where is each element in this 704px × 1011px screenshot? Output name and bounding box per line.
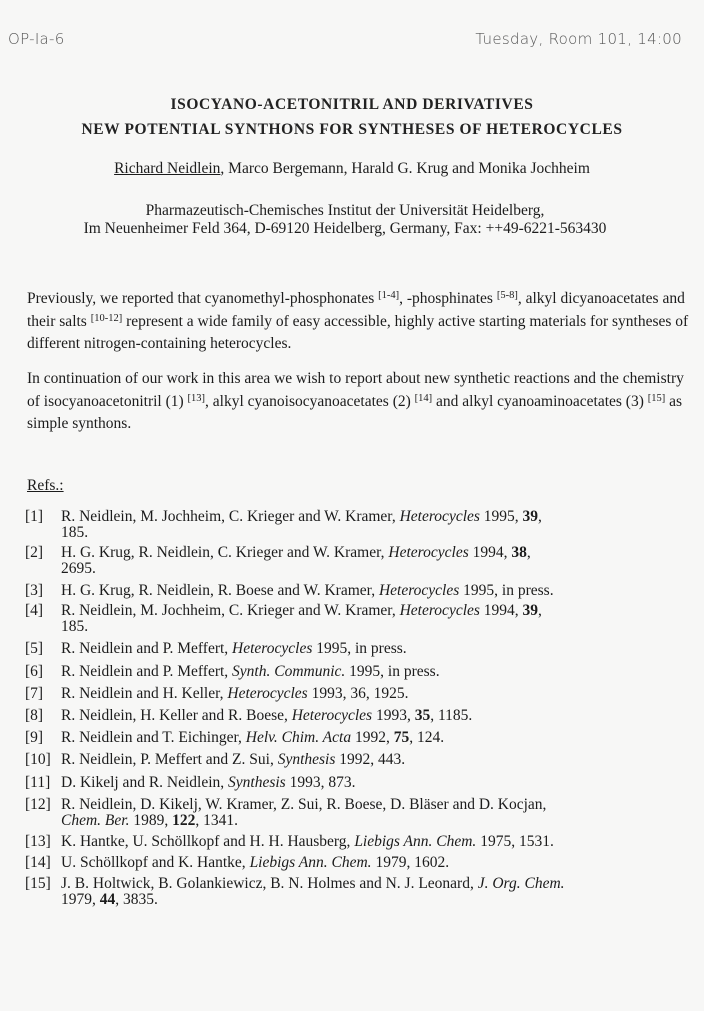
reference-item <box>25 775 690 791</box>
ref-authors: R. Neidlein and H. Keller, <box>61 685 228 702</box>
ref-pages: , 1341. <box>195 812 238 829</box>
ref-pages: , <box>538 508 542 525</box>
ref-year: 1979, 1602. <box>371 854 450 871</box>
reference-item <box>25 641 690 657</box>
ref-pages-cont: 185. <box>61 524 89 541</box>
ref-year: 1989, <box>129 812 173 829</box>
ref-volume: 39 <box>522 508 539 525</box>
ref-journal: Synthesis <box>228 774 286 791</box>
text: , alkyl cyanoisocyanoacetates (2) <box>205 392 415 410</box>
reference-number: [14] <box>25 854 51 871</box>
paper-title-line-1: ISOCYANO-ACETONITRIL AND DERIVATIVES <box>170 96 534 113</box>
reference-number: [2] <box>25 544 44 561</box>
ref-journal: Liebigs Ann. Chem. <box>354 833 477 850</box>
reference-number: [5] <box>25 640 44 657</box>
affiliation-line-1: Pharmazeutisch-Chemisches Institut der Universität Heidelberg, <box>145 202 545 219</box>
ref-year: 1993, <box>307 685 351 702</box>
ref-year: 1995, in press. <box>312 640 407 657</box>
ref-pages-cont: 2695. <box>61 560 96 577</box>
ref-pages-cont: 185. <box>61 618 89 635</box>
affiliation-line-2: Im Neuenheimer Feld 364, D-69120 Heidelberg, Germany, Fax: ++49-6221-563430 <box>83 220 607 237</box>
reference-number: [11] <box>25 774 51 791</box>
reference-item <box>25 545 690 577</box>
ref-journal: Heterocycles <box>378 582 460 599</box>
references-heading: Refs.: <box>27 477 64 494</box>
ref-year: 1995, <box>479 508 523 525</box>
ref-journal: Liebigs Ann. Chem. <box>249 854 372 871</box>
ref-year: 1975, 1531. <box>476 833 554 850</box>
text: represent a wide family of easy accessible, highly active starting materials for syntheses of different nitrogen-containing heterocycles. <box>27 312 689 352</box>
ref-journal: Heterocycles <box>399 602 480 619</box>
ref-journal: Heterocycles <box>388 544 469 561</box>
ref-journal: J. Org. Chem. <box>477 875 565 892</box>
session-schedule: Tuesday, Room 101, 14:00 <box>475 30 682 48</box>
reference-number: [12] <box>25 796 51 813</box>
text: and alkyl cyanoaminoacetates (3) <box>432 392 648 410</box>
ref-authors: R. Neidlein and T. Eichinger, <box>61 729 246 746</box>
reference-item <box>25 686 690 702</box>
ref-volume: 38 <box>511 544 527 561</box>
text: , alkyl dicyanoacetates and their salts <box>27 290 685 330</box>
reference-number: [1] <box>25 508 44 525</box>
ref-journal: Heterocycles <box>291 707 373 724</box>
ref-authors: R. Neidlein, H. Keller and R. Boese, <box>61 707 292 724</box>
ref-year: 1993, <box>372 707 415 724</box>
ref-authors: R. Neidlein, M. Jochheim, C. Krieger and W. Kramer, <box>61 508 400 525</box>
reference-item <box>25 583 690 599</box>
ref-authors: R. Neidlein, P. Meffert and Z. Sui, <box>61 751 278 768</box>
ref-year: 1995, in press. <box>459 582 554 599</box>
ref-authors: K. Hantke, U. Schöllkopf and H. H. Hausberg, <box>61 833 355 850</box>
ref-journal: Heterocycles <box>232 640 313 657</box>
reference-item <box>25 752 690 768</box>
ref-volume: 39 <box>522 602 539 619</box>
ref-journal: Helv. Chim. Acta <box>245 729 352 746</box>
ref-authors: U. Schöllkopf and K. Hantke, <box>61 854 250 871</box>
reference-item <box>25 876 690 908</box>
reference-number: [8] <box>25 707 44 724</box>
reference-item <box>25 708 690 724</box>
ref-authors: H. G. Krug, R. Neidlein, C. Krieger and W. Kramer, <box>61 544 389 561</box>
reference-item <box>25 603 690 635</box>
ref-authors: H. G. Krug, R. Neidlein, R. Boese and W. Kramer, <box>61 582 379 599</box>
citation: [13] <box>187 392 206 404</box>
ref-volume: 75 <box>393 729 410 746</box>
abstract-paragraph-2 <box>27 368 692 436</box>
reference-item <box>25 509 690 541</box>
text: Previously, we reported that cyanomethyl-phosphonates <box>27 290 379 307</box>
ref-volume: 36 <box>350 685 366 702</box>
ref-year: 1993, 873. <box>285 774 356 791</box>
citation: [10-12] <box>90 312 123 324</box>
ref-volume: 44 <box>99 891 116 908</box>
ref-year: 1992, 443. <box>335 751 406 768</box>
co-authors: , Marco Bergemann, Harald G. Krug and Monika Jochheim <box>220 160 590 177</box>
citation: [14] <box>414 392 433 404</box>
reference-number: [3] <box>25 582 44 599</box>
ref-pages: , 1185. <box>430 707 473 724</box>
ref-journal: Heterocycles <box>227 685 308 702</box>
ref-authors: R. Neidlein, D. Kikelj, W. Kramer, Z. Sui, R. Boese, D. Bläser and D. Kocjan, <box>61 796 547 813</box>
ref-year: 1995, in press. <box>345 663 440 680</box>
ref-year: 1994, <box>468 544 512 561</box>
citation: [5-8] <box>496 290 518 301</box>
ref-journal: Synthesis <box>277 751 336 768</box>
ref-year: 1994, <box>479 602 523 619</box>
ref-pages: , <box>538 602 542 619</box>
ref-pages: , 1925. <box>365 685 409 702</box>
ref-volume: 122 <box>172 812 196 829</box>
citation: [1-4] <box>378 290 400 301</box>
citation: [15] <box>647 392 666 404</box>
reference-number: [9] <box>25 729 44 746</box>
ref-journal: Synth. Communic. <box>232 663 346 680</box>
paper-title-line-2: NEW POTENTIAL SYNTHONS FOR SYNTHESES OF HETEROCYCLES <box>81 121 623 138</box>
ref-pages: , 124. <box>409 729 445 746</box>
ref-authors: D. Kikelj and R. Neidlein, <box>61 774 229 791</box>
reference-number: [10] <box>25 751 51 768</box>
reference-item <box>25 730 690 746</box>
reference-number: [7] <box>25 685 44 702</box>
author-list <box>0 160 704 178</box>
reference-number: [15] <box>25 875 51 892</box>
text: In continuation of our work in this area we wish to report about new synthetic reactions and the chemistry of isocyanoacetonitril (1) <box>27 370 684 410</box>
ref-authors: R. Neidlein, M. Jochheim, C. Krieger and W. Kramer, <box>61 602 400 619</box>
reference-item <box>25 834 690 850</box>
reference-number: [13] <box>25 833 51 850</box>
session-code: OP-Ia-6 <box>8 30 65 48</box>
reference-number: [4] <box>25 602 44 619</box>
ref-pages: , 3835. <box>115 891 158 908</box>
text: as simple synthons. <box>27 392 683 432</box>
ref-volume: 35 <box>414 707 431 724</box>
reference-item <box>25 664 690 680</box>
ref-authors: R. Neidlein and P. Meffert, <box>61 640 233 657</box>
ref-authors: R. Neidlein and P. Meffert, <box>61 663 233 680</box>
reference-item <box>25 855 690 871</box>
ref-pages: , <box>526 544 531 561</box>
abstract-paragraph-1 <box>27 288 692 356</box>
presenting-author: Richard Neidlein <box>114 160 221 177</box>
reference-number: [6] <box>25 663 44 680</box>
ref-year: 1992, <box>351 729 394 746</box>
ref-journal: Heterocycles <box>399 508 480 525</box>
ref-year: 1979, <box>61 891 100 908</box>
ref-authors: J. B. Holtwick, B. Golankiewicz, B. N. Holmes and N. J. Leonard, <box>61 875 478 892</box>
text: , -phosphinates <box>399 290 497 307</box>
ref-journal: Chem. Ber. <box>61 812 130 829</box>
reference-item <box>25 797 690 829</box>
